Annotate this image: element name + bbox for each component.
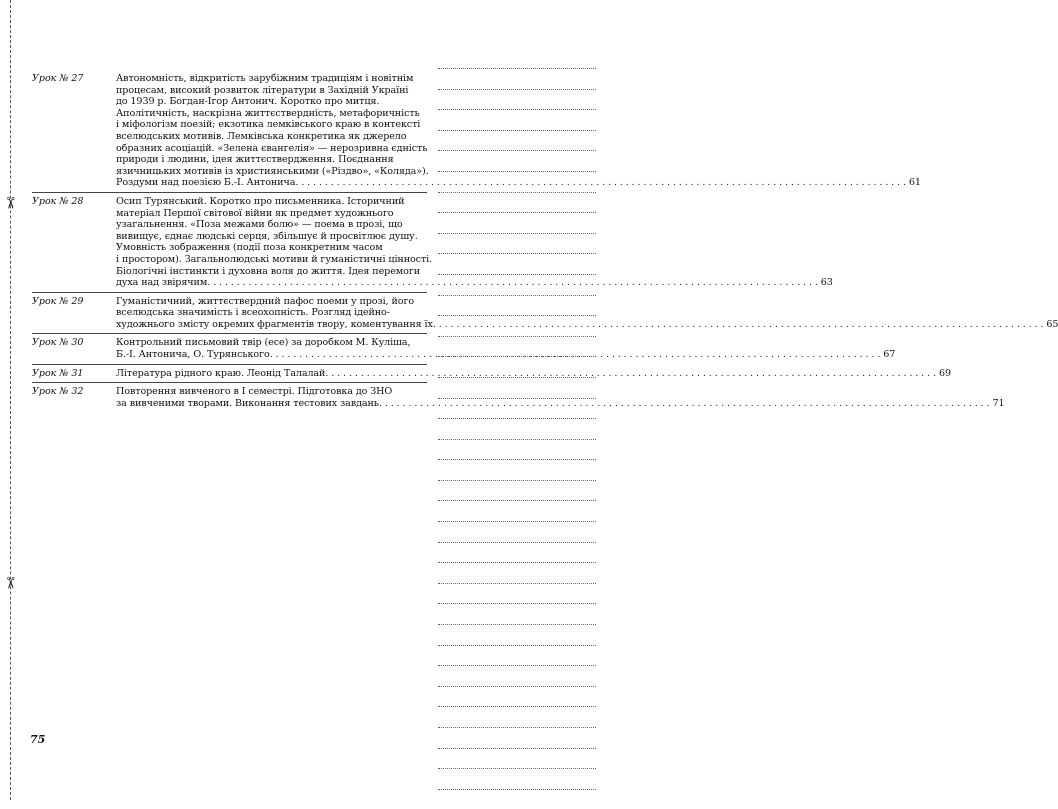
note-line — [438, 686, 596, 687]
lesson-text: узагальнення. «Поза межами болю» — поема в прозі, що — [116, 219, 403, 231]
lesson-entry — [32, 193, 833, 293]
scissors-icon: ✂ — [1, 576, 20, 590]
lesson-text: і простором). Загальнолюдські мотиви й гуманістичні цінності. — [116, 253, 433, 265]
lesson-text: вселюдських мотивів. Лемківська конкретика як джерело — [116, 130, 407, 142]
lesson-text: матеріал Першої світової війни як предмет художнього — [116, 207, 394, 219]
lesson-text: Осип Турянський. Коротко про письменника. Історичний — [116, 195, 405, 207]
leader-dots: . . . . . . . . . . . . . . . . . . . . . . . . . . . . . . . . . . . . . . . . . . . . . . . . . . . . . . . . . . . . . . . . . . . . . . . . . . . . . . . . . . . . . . . . . . . . . . . . . . . . . . . . — [269, 349, 881, 361]
lesson-entry — [32, 383, 1005, 412]
note-line — [438, 89, 596, 90]
lesson-text: Автономність, відкритість зарубіжним традиціям і новітнім — [116, 73, 414, 84]
note-line — [438, 212, 596, 213]
lesson-entry — [32, 334, 896, 364]
lesson-label: Урок № 27 — [32, 73, 84, 84]
note-line — [438, 727, 596, 728]
note-line — [438, 562, 596, 563]
note-line — [438, 171, 596, 172]
note-line — [438, 150, 596, 151]
lesson-text: Контрольний письмовий твір (есе) за доробком М. Куліша, — [116, 337, 411, 349]
note-line — [438, 521, 596, 522]
lesson-text: природи і людини, ідея життєствердження. Поєднання — [116, 154, 394, 166]
note-line — [438, 789, 596, 790]
note-line — [438, 603, 596, 604]
note-line — [438, 480, 596, 481]
lesson-page-number: 71 — [992, 397, 1005, 409]
note-line — [438, 500, 596, 501]
note-line — [438, 665, 596, 666]
lesson-text: Література рідного краю. Леонід Талалай — [116, 367, 326, 379]
note-line — [438, 624, 596, 625]
lesson-label: Урок № 31 — [32, 367, 84, 379]
lesson-page-number: 61 — [908, 177, 921, 189]
note-line — [438, 398, 596, 399]
lesson-text: вивищує, єднає людські серця, збільшує й просвітлює душу. — [116, 230, 418, 242]
scissors-icon: ✂ — [1, 196, 20, 210]
lesson-text: до 1939 р. Богдан-Ігор Антонич. Коротко про митця. — [116, 96, 380, 108]
lesson-entry — [32, 365, 951, 384]
note-line — [438, 109, 596, 110]
lesson-label: Урок № 32 — [32, 386, 84, 398]
lesson-text: духа над звірячим — [116, 277, 208, 289]
lesson-label: Урок № 29 — [32, 295, 84, 307]
lesson-text: вселюдська значимість і всеохопність. Розгляд ідейно- — [116, 307, 390, 319]
page-number: 75 — [30, 733, 46, 746]
note-line — [438, 130, 596, 131]
note-line — [438, 439, 596, 440]
lesson-entry — [32, 70, 921, 193]
note-line — [438, 356, 596, 357]
lesson-entry — [32, 293, 1058, 335]
note-line — [438, 706, 596, 707]
lesson-text: за вивченими творами. Виконання тестових завдань — [116, 397, 379, 409]
leader-dots: . . . . . . . . . . . . . . . . . . . . . . . . . . . . . . . . . . . . . . . . . . . . . . . . . . . . . . . . . . . . . . . . . . . . . . . . . . . . . . . . . . . . . . . . . . . . . . . . . . . . . . . . — [295, 177, 906, 189]
note-line — [438, 542, 596, 543]
lesson-text: процесам, високий розвиток літератури в Західній Україні — [116, 84, 409, 96]
leader-dots: . . . . . . . . . . . . . . . . . . . . . . . . . . . . . . . . . . . . . . . . . . . . . . . . . . . . . . . . . . . . . . . . . . . . . . . . . . . . . . . . . . . . . . . . . . . . . . . . . . . . . . . . — [207, 277, 818, 289]
lesson-label: Урок № 28 — [32, 195, 84, 207]
note-line — [438, 295, 596, 296]
lesson-text: Аполітичність, наскрізна життєствердність, метафоричність — [116, 107, 420, 119]
note-line — [438, 336, 596, 337]
lesson-text: язичницьких мотивів із християнськими («Різдво», «Коляда»). — [116, 165, 429, 177]
cut-line — [10, 0, 11, 800]
lesson-text: художнього змісту окремих фрагментів твору, коментування їх — [116, 318, 433, 330]
note-line — [438, 768, 596, 769]
lesson-page-number: 67 — [883, 349, 896, 361]
lesson-text: Умовність зображення (події поза конкретним часом — [116, 242, 383, 254]
leader-dots: . . . . . . . . . . . . . . . . . . . . . . . . . . . . . . . . . . . . . . . . . . . . . . . . . . . . . . . . . . . . . . . . . . . . . . . . . . . . . . . . . . . . . . . . . . . . . . . . . . . . . . . . — [432, 318, 1044, 330]
leader-dots: . . . . . . . . . . . . . . . . . . . . . . . . . . . . . . . . . . . . . . . . . . . . . . . . . . . . . . . . . . . . . . . . . . . . . . . . . . . . . . . . . . . . . . . . . . . . . . . . . . . . . . . . — [378, 397, 990, 409]
note-line — [438, 274, 596, 275]
lesson-page-number: 65 — [1046, 318, 1058, 330]
note-line — [438, 192, 596, 193]
lesson-text: Б.-І. Антонича, О. Турянського — [116, 349, 270, 361]
note-line — [438, 583, 596, 584]
lesson-page-number: 63 — [820, 277, 833, 289]
lesson-table-of-contents — [32, 70, 1058, 412]
note-line — [438, 377, 596, 378]
notes-area — [438, 68, 596, 809]
note-line — [438, 68, 596, 69]
note-line — [438, 233, 596, 234]
note-line — [438, 418, 596, 419]
note-line — [438, 315, 596, 316]
note-line — [438, 253, 596, 254]
lesson-text: Гуманістичний, життєствердний пафос поеми у прозі, його — [116, 295, 415, 307]
lesson-text: і міфологізм поезій; екзотика лемківського краю в контексті — [116, 119, 421, 131]
lesson-text: Повторення вивченого в I семестрі. Підготовка до ЗНО — [116, 386, 393, 398]
lesson-text: Роздуми над поезією Б.-І. Антонича — [116, 177, 296, 189]
note-line — [438, 459, 596, 460]
leader-dots: . . . . . . . . . . . . . . . . . . . . . . . . . . . . . . . . . . . . . . . . . . . . . . . . . . . . . . . . . . . . . . . . . . . . . . . . . . . . . . . . . . . . . . . . . . . . . . . . . . . . . . . . — [325, 367, 936, 379]
note-line — [438, 748, 596, 749]
lesson-page-number: 69 — [938, 367, 951, 379]
lesson-text: образних асоціацій. «Зелена євангелія» — нерозривна єдність — [116, 142, 428, 154]
lesson-label: Урок № 30 — [32, 337, 84, 349]
note-line — [438, 645, 596, 646]
lesson-text: Біологічні інстинкти і духовна воля до життя. Ідея перемоги — [116, 265, 421, 277]
